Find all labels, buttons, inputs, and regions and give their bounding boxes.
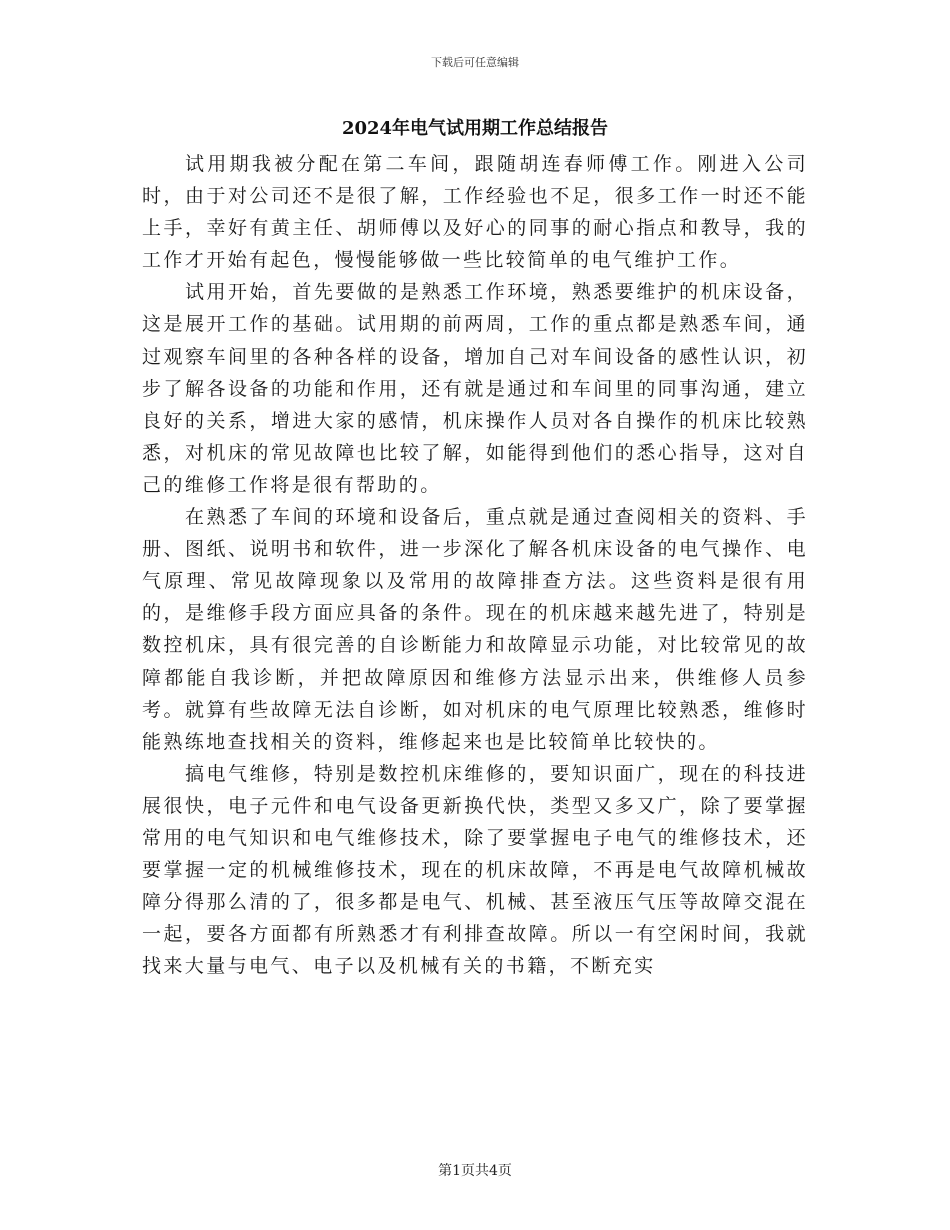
document-body [142,148,808,982]
paragraph: 试用开始，首先要做的是熟悉工作环境，熟悉要维护的机床设备，这是展开工作的基础。试用期的前两周，工作的重点都是熟悉车间，通过观察车间里的各种各样的设备，增加自己对车间设备的感性认识，初步了解各设备的功能和作用，还有就是通过和车间里的同事沟通，建立良好的关系，增进大家的感情，机床操作人员对各自操作的机床比较熟悉，对机床的常见故障也比较了解，如能得到他们的悉心指导，这对自己的维修工作将是很有帮助的。 [142,281,808,496]
paragraph: 在熟悉了车间的环境和设备后，重点就是通过查阅相关的资料、手册、图纸、说明书和软件，进一步深化了解各机床设备的电气操作、电气原理、常见故障现象以及常用的故障排查方法。这些资料是很有用的，是维修手段方面应具备的条件。现在的机床越来越先进了，特别是数控机床，具有很完善的自诊断能力和故障显示功能，对比较常见的故障都能自我诊断，并把故障原因和维修方法显示出来，供维修人员参考。就算有些故障无法自诊断，如对机床的电气原理比较熟悉，维修时能熟练地查找相关的资料，维修起来也是比较简单比较快的。 [142,506,808,753]
paragraph: 搞电气维修，特别是数控机床维修的，要知识面广，现在的科技进展很快，电子元件和电气设备更新换代快，类型又多又广，除了要掌握常用的电气知识和电气维修技术，除了要掌握电子电气的维修技术，还要掌握一定的机械维修技术，现在的机床故障，不再是电气故障机械故障分得那么清的了，很多都是电气、机械、甚至液压气压等故障交混在一起，要各方面都有所熟悉才有利排查故障。所以一有空闲时间，我就找来大量与电气、电子以及机械有关的书籍，不断充实 [142,762,808,978]
paragraph: 试用期我被分配在第二车间，跟随胡连春师傅工作。刚进入公司时，由于对公司还不是很了解，工作经验也不足，很多工作一时还不能上手，幸好有黄主任、胡师傅以及好心的同事的耐心指点和教导，我的工作才开始有起色，慢慢能够做一些比较简单的电气维护工作。 [142,153,808,272]
header-note: 下载后可任意编辑 [431,56,519,69]
page-number: 第1页共4页 [438,1163,512,1179]
document-title: 2024年电气试用期工作总结报告 [341,118,609,139]
